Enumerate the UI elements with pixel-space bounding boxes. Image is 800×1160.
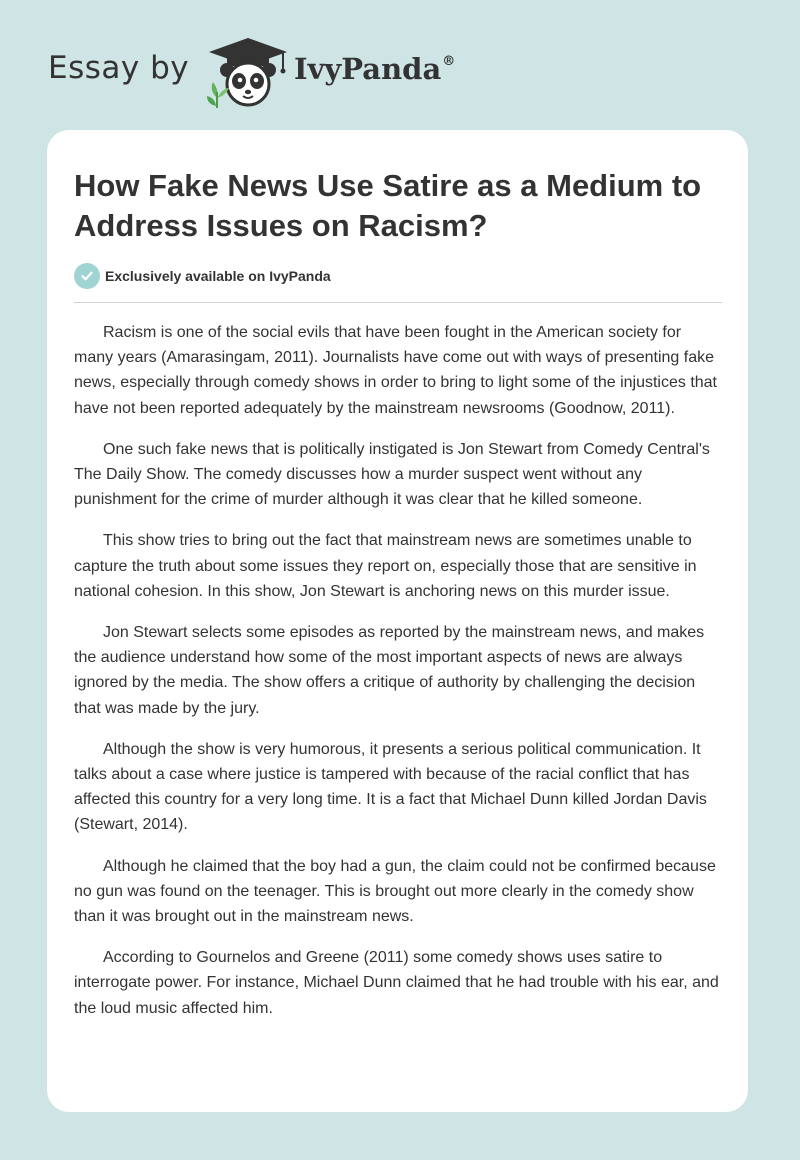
paragraph: Although he claimed that the boy had a gun, the claim could not be confirmed because no gun was found on the teenager. This is brought out more clearly in the comedy show than it was brought out in the mainstream news. [74, 857, 716, 926]
paragraph: This show tries to bring out the fact that mainstream news are sometimes unable to capture the truth about some issues they report on, especially those that are sensitive in national cohesion. In this show, Jon Stewart is anchoring news on this murder issue. [74, 532, 697, 600]
essay-body [74, 320, 724, 1037]
paragraph: Jon Stewart selects some episodes as reported by the mainstream news, and makes the audience understand how some of the most important aspects of news are always ignored by the media. The show offers a critique of authority by challenging the decision that was made by the jury. [74, 624, 705, 717]
paragraph: According to Gournelos and Greene (2011) some comedy shows uses satire to interrogate power. For instance, Michael Dunn claimed that he had trouble with his ear, and the loud music affected him. [74, 949, 719, 1017]
brand-name: IvyPanda [294, 52, 442, 86]
paragraph: Racism is one of the social evils that have been fought in the American society for many years (Amarasingam, 2011). Journalists have come out with ways of presenting fake news, especially through comedy shows in order to bring to light some of the injustices that have not been reported adequately by the mainstream newsrooms (Goodnow, 2011). [74, 324, 717, 417]
page-title: How Fake News Use Satire as a Medium to Address Issues on Racism? [74, 168, 702, 243]
exclusive-badge [74, 263, 331, 289]
exclusive-label: Exclusively available on IvyPanda [105, 268, 331, 284]
essay-by-label: Essay by [48, 50, 190, 86]
divider [74, 302, 722, 303]
paragraph: One such fake news that is politically instigated is Jon Stewart from Comedy Central's The Daily Show. The comedy discusses how a murder suspect went without any punishment for the crime of murder although it was clear that he killed someone. [74, 440, 710, 509]
ivypanda-logo-text[interactable] [294, 52, 455, 86]
check-circle-icon [74, 263, 100, 289]
panda-graduate-icon[interactable] [203, 36, 293, 108]
registered-mark: ® [442, 54, 456, 69]
essay-card [47, 130, 748, 1112]
paragraph: Although the show is very humorous, it presents a serious political communication. It talks about a case where justice is tampered with because of the racial conflict that has affected this country for a very long time. It is a fact that Michael Dunn killed Jordan Davis (Stewart, 2014). [74, 740, 707, 834]
site-header [0, 0, 800, 130]
